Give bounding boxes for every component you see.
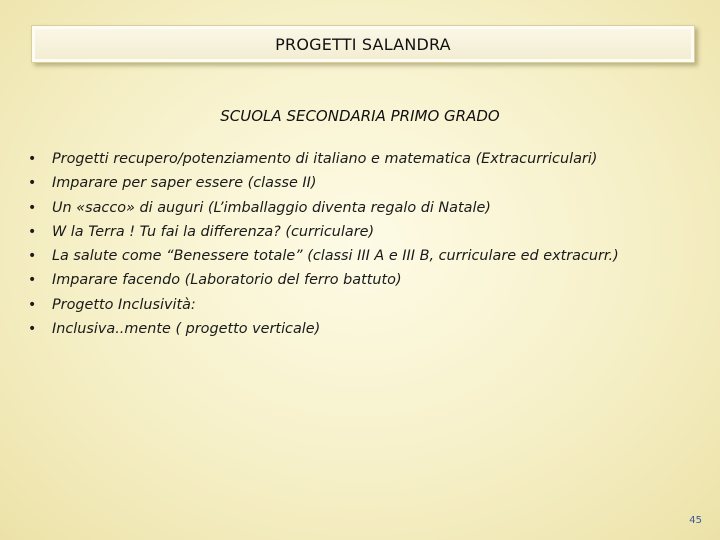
list-item-text: Progetti recupero/potenziamento di italiano e matematica (Extracurriculari) bbox=[52, 151, 598, 167]
list-item-text: Inclusiva..mente ( progetto verticale) bbox=[52, 321, 321, 338]
title-box bbox=[31, 25, 695, 63]
list-item bbox=[28, 321, 619, 345]
bullet-icon: • bbox=[28, 248, 37, 265]
list-item-text: Progetto Inclusività: bbox=[52, 296, 196, 313]
list-item bbox=[28, 297, 619, 321]
page-number: 45 bbox=[689, 515, 702, 526]
list-item bbox=[28, 151, 619, 175]
list-item bbox=[28, 200, 619, 224]
bullet-icon: • bbox=[28, 223, 37, 240]
slide-subtitle: SCUOLA SECONDARIA PRIMO GRADO bbox=[220, 107, 500, 125]
list-item-text: Imparare facendo (Laboratorio del ferro battuto) bbox=[52, 272, 402, 289]
list-item-text: Un «sacco» di auguri (L’imballaggio diventa regalo di Natale) bbox=[52, 199, 491, 216]
bullet-icon: • bbox=[28, 199, 37, 216]
slide-title: PROGETTI SALANDRA bbox=[275, 34, 451, 54]
list-item-text: La salute come “Benessere totale” (classi III A e III B, curriculare ed extracurr.) bbox=[52, 248, 619, 265]
bullet-icon: • bbox=[28, 321, 37, 338]
bullet-icon: • bbox=[28, 272, 37, 289]
bullet-icon: • bbox=[28, 175, 37, 192]
list-item bbox=[28, 272, 619, 296]
list-item-text: W la Terra ! Tu fai la differenza? (curriculare) bbox=[52, 223, 375, 240]
list-item bbox=[28, 224, 619, 248]
list-item-text: Imparare per saper essere (classe II) bbox=[52, 175, 317, 192]
bullet-icon: • bbox=[28, 296, 37, 313]
list-item bbox=[28, 248, 619, 272]
list-item bbox=[28, 175, 619, 199]
bullet-icon: • bbox=[28, 151, 37, 167]
bullet-list bbox=[28, 151, 619, 345]
